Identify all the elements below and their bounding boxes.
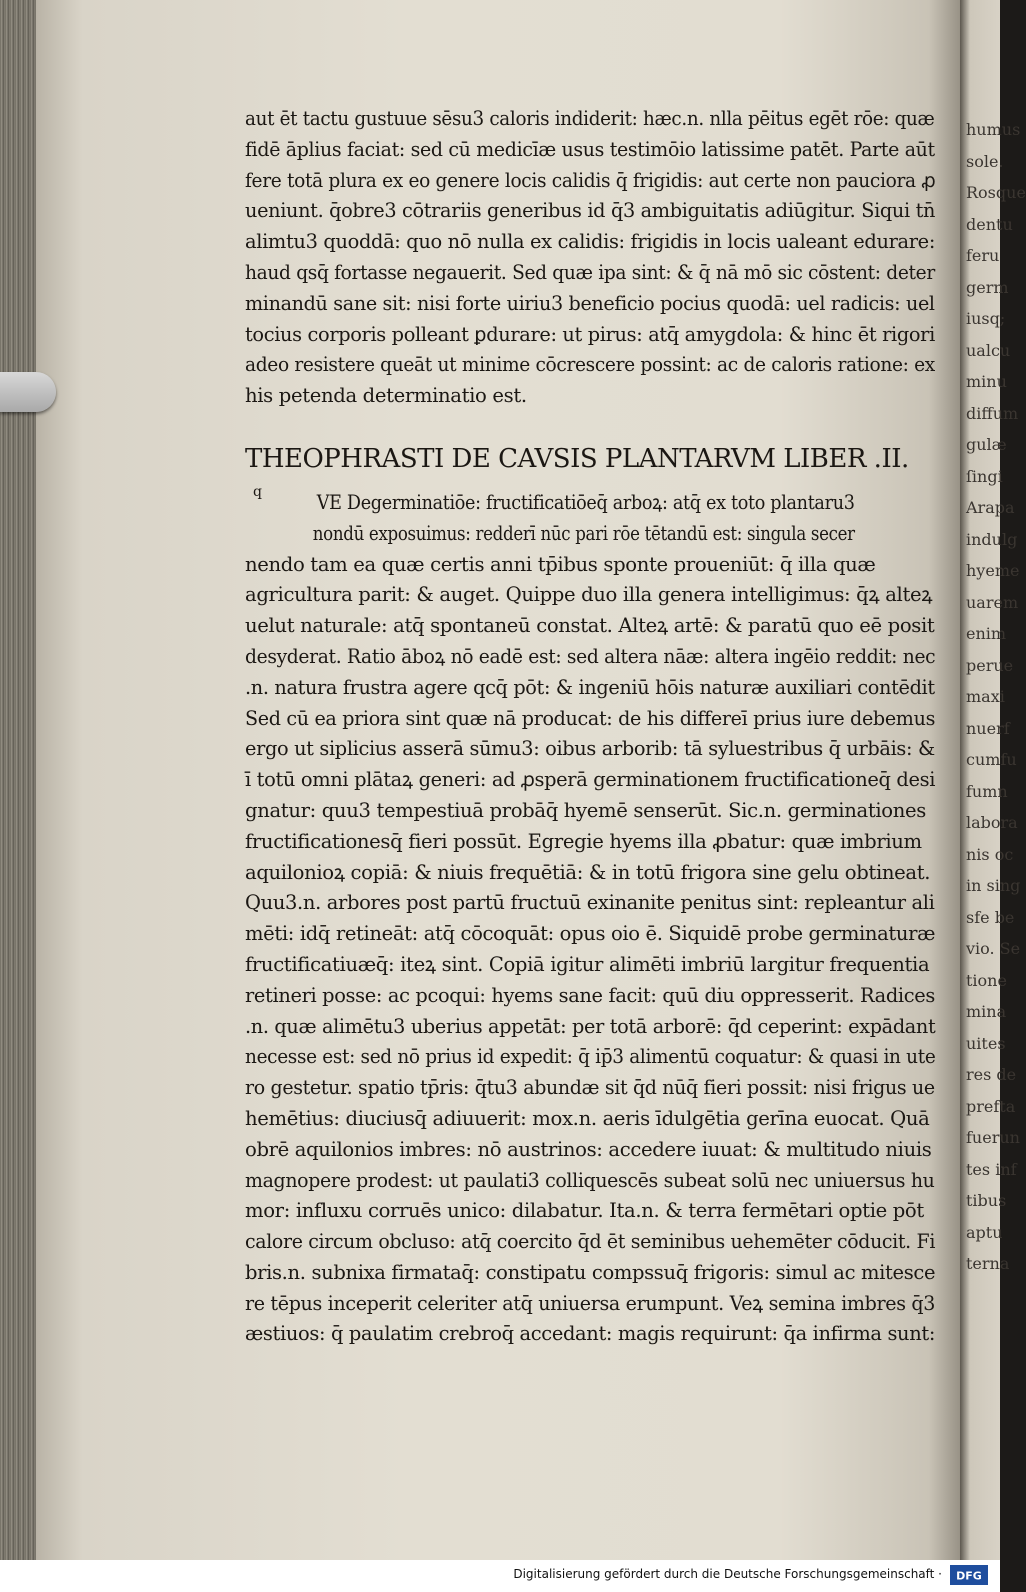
text-line: Sed cū ea priora sint quæ nā producat: de his differeī prius iure debemus [245, 706, 936, 730]
text-line: mēti: idq̄ retineāt: atq̄ cōcoquāt: opus oio ē. Siquidē probe germinaturæ [245, 922, 936, 946]
next-page-word: fumn [966, 781, 1008, 801]
next-page-word: in sing [966, 876, 1021, 895]
text-line: haud qsq̄ fortasse negauerit. Sed quæ ipa sint: & q̄ nā mō sic cōstent: deter [245, 260, 935, 284]
text-line: retineri posse: ac pcoqui: hyems sane facit: quū diu oppresserit. Radices [245, 983, 935, 1007]
text-line: ro gestetur. spatio tp̄ris: q̄tu3 abundæ sit q̄d nūq̄ fieri possit: nisi frigus ue [245, 1076, 935, 1100]
next-page-word: mina [966, 1002, 1007, 1021]
next-page-word: vio. Se [966, 939, 1021, 958]
paragraph-body [245, 488, 935, 1350]
next-page-word: indulg [966, 529, 1018, 549]
next-page-word: terna [966, 1254, 1010, 1273]
next-page-word: germ [966, 277, 1009, 297]
next-page-word: Rosque [966, 183, 1026, 202]
next-page-word: Arapa [966, 498, 1015, 517]
text-line: his petenda determinatio est. [245, 384, 527, 408]
next-page-word: dentu [966, 214, 1013, 234]
next-page-word: nis oc [966, 844, 1014, 864]
text-line: magnopere prodest: ut paulati3 colliquescēs subeat solū nec uniuersus hu [245, 1168, 935, 1192]
next-page-word: hyeme [966, 561, 1020, 580]
text-line: nondū exposuimus: redderī nūc pari rōe tētandū est: singula secer [312, 521, 855, 545]
next-page-word: fuerun [966, 1128, 1020, 1147]
text-line: aut ēt tactu gustuue sēsu3 caloris indiderit: hæc.n. nlla pēitus egēt rōe: quæ [245, 107, 935, 130]
text-line: .n. natura frustra agere qcq̄ pōt: & ingeniū hōis naturæ auxiliari contēdit [245, 675, 935, 699]
text-line: tocius corporis polleant ꝑdurare: ut pirus: atq̄ amygdola: & hinc ēt rigori [245, 322, 935, 346]
text-line: fructificationesq̄ fieri possūt. Egregie hyems illa ꝓbatur: quæ imbrium [245, 829, 922, 853]
text-line: mor: influxu corruēs unico: dilabatur. Ita.n. & terra fermētari optie pōt [245, 1199, 924, 1223]
text-line: desyderat. Ratio āboꝝ nō eadē est: sed altera nāæ: altera ingēio reddit: nec [245, 644, 936, 668]
text-line: re tēpus inceperit celeriter atq̄ uniuersa erumpunt. Veꝝ semina imbres q̄3 [245, 1291, 936, 1315]
next-page-word: sfe be [966, 907, 1015, 927]
text-line: bris.n. subnixa firmataq̄: constipatu compssuq̄ frigoris: simul ac mitesce [245, 1260, 936, 1284]
text-line: calore circum obcluso: atq̄ coercito q̄d ēt seminibus uehemēter cōducit. Fi [245, 1230, 936, 1254]
text-line: fere totā plura ex eo genere locis calidis q̄ frigidis: aut certe non pauciora ꝓ [245, 168, 936, 192]
next-page-word: enim [966, 624, 1007, 643]
next-page-word: tes inf [966, 1159, 1017, 1179]
page-clip [0, 372, 56, 412]
next-page-word: diffum [966, 403, 1019, 423]
text-line: agricultura parit: & auget. Quippe duo illa genera intelligimus: q̄ꝝ alteꝝ [245, 583, 933, 607]
footer-bar [0, 1560, 1000, 1592]
initial-guide-letter: q [253, 484, 262, 500]
next-page-word: perue [966, 655, 1014, 675]
next-page-word: cumfu [966, 750, 1017, 769]
text-line: VE Degerminatiōe: fructificatiōeq̄ arboꝝ: atq̄ ex toto plantaru3 [316, 490, 855, 514]
text-line: minandū sane sit: nisi forte uiriu3 beneficio pocius quodā: uel radicis: uel [245, 291, 935, 315]
text-line: alimtu3 quoddā: quo nō nulla ex calidis: frigidis in locis ualeant edurare: [245, 230, 936, 254]
next-page-word: tione [966, 970, 1007, 990]
paragraph-top [245, 104, 935, 412]
next-page-word: feru [966, 246, 1000, 265]
next-page-word: sole. [966, 151, 1004, 171]
text-line: fructificatiuæq̄: iteꝝ sint. Copiā igitur alimēti imbriū largitur frequentia [245, 952, 930, 976]
book-heading: THEOPHRASTI DE CAVSIS PLANTARVM LIBER .II. [245, 443, 909, 474]
text-line: gnatur: quu3 tempestiuā probāq̄ hyemē senserūt. Sic.n. germinationes [245, 798, 926, 822]
next-page-edge [960, 0, 1026, 1560]
next-page-word: ualcu [966, 340, 1011, 360]
next-page-word: nuerf [966, 718, 1010, 738]
text-line: æstiuos: q̄ paulatim crebroq̄ accedant: magis requirunt: q̄a infirma sunt: [245, 1322, 936, 1346]
next-page-word: minu [966, 372, 1007, 391]
next-page-word: uites [966, 1033, 1006, 1053]
text-line: uelut naturale: atq̄ spontaneū constat. Alteꝝ artē: & paratū quo eē posit [245, 614, 935, 638]
dfg-logo-icon [950, 1565, 988, 1585]
text-line: obrē aquilonios imbres: nō austrinos: accedere iuuat: & multitudo niuis [245, 1137, 932, 1161]
text-line: hemētius: diuciusq̄ adiuuerit: mox.n. aeris īdulgētia gerīna euocat. Quā [245, 1106, 930, 1130]
text-line: Quu3.n. arbores post partū fructuū exinanite penitus sint: repleantur ali [245, 891, 935, 915]
text-line: aquilonioꝝ copiā: & niuis frequētiā: & in totū frigora sine gelu obtineat. [245, 860, 931, 884]
text-line: nendo tam ea quæ certis anni tp̄ibus sponte proueniūt: q̄ illa quæ [245, 552, 876, 576]
text-line: necesse est: sed nō prius id expedit: q̄ ip̄3 alimentū coquatur: & quasi in ute [245, 1045, 936, 1069]
text-line: fidē āplius faciat: sed cū medicīæ usus testimōio latissime patēt. Parte aūt [245, 137, 935, 161]
dfg-logo-text: DFG [956, 1569, 982, 1583]
next-page-word: aptu [966, 1222, 1003, 1242]
page-text [245, 104, 935, 1350]
next-page-word: maxi [966, 687, 1005, 706]
next-page-word: labora [966, 813, 1018, 832]
text-line: adeo resistere queāt ut minime cōcrescere possint: ac de caloris ratione: ex [245, 353, 935, 377]
next-page-word: prefta [966, 1096, 1016, 1116]
next-page-word: gulæ [966, 435, 1007, 454]
next-page-word: ſingi [966, 466, 1003, 486]
text-line: ī totū omni plātaꝝ generi: ad ꝓsperā germinationem fructificationeq̄ desi [245, 768, 936, 792]
next-page-word: res de [966, 1065, 1017, 1084]
next-page-word: iusq; [966, 309, 1006, 328]
text-line: .n. quæ alimētu3 uberius appetāt: per totā arborē: q̄d ceperint: expādant [245, 1014, 936, 1038]
text-line: ergo ut siplicius asserā sūmu3: oibus arborib: tā syluestribus q̄ urbāis: & [245, 737, 935, 761]
next-page-word: uarem [966, 592, 1019, 612]
next-page-word: tibus [966, 1191, 1007, 1210]
text-line: ueniunt. q̄obre3 cōtrariis generibus id q̄3 ambiguitatis adiūgitur. Siqui tn̄ [245, 199, 936, 223]
footer-credit: Digitalisierung gefördert durch die Deutsche Forschungsgemeinschaft · [513, 1567, 942, 1581]
next-page-word: humus [966, 120, 1021, 139]
